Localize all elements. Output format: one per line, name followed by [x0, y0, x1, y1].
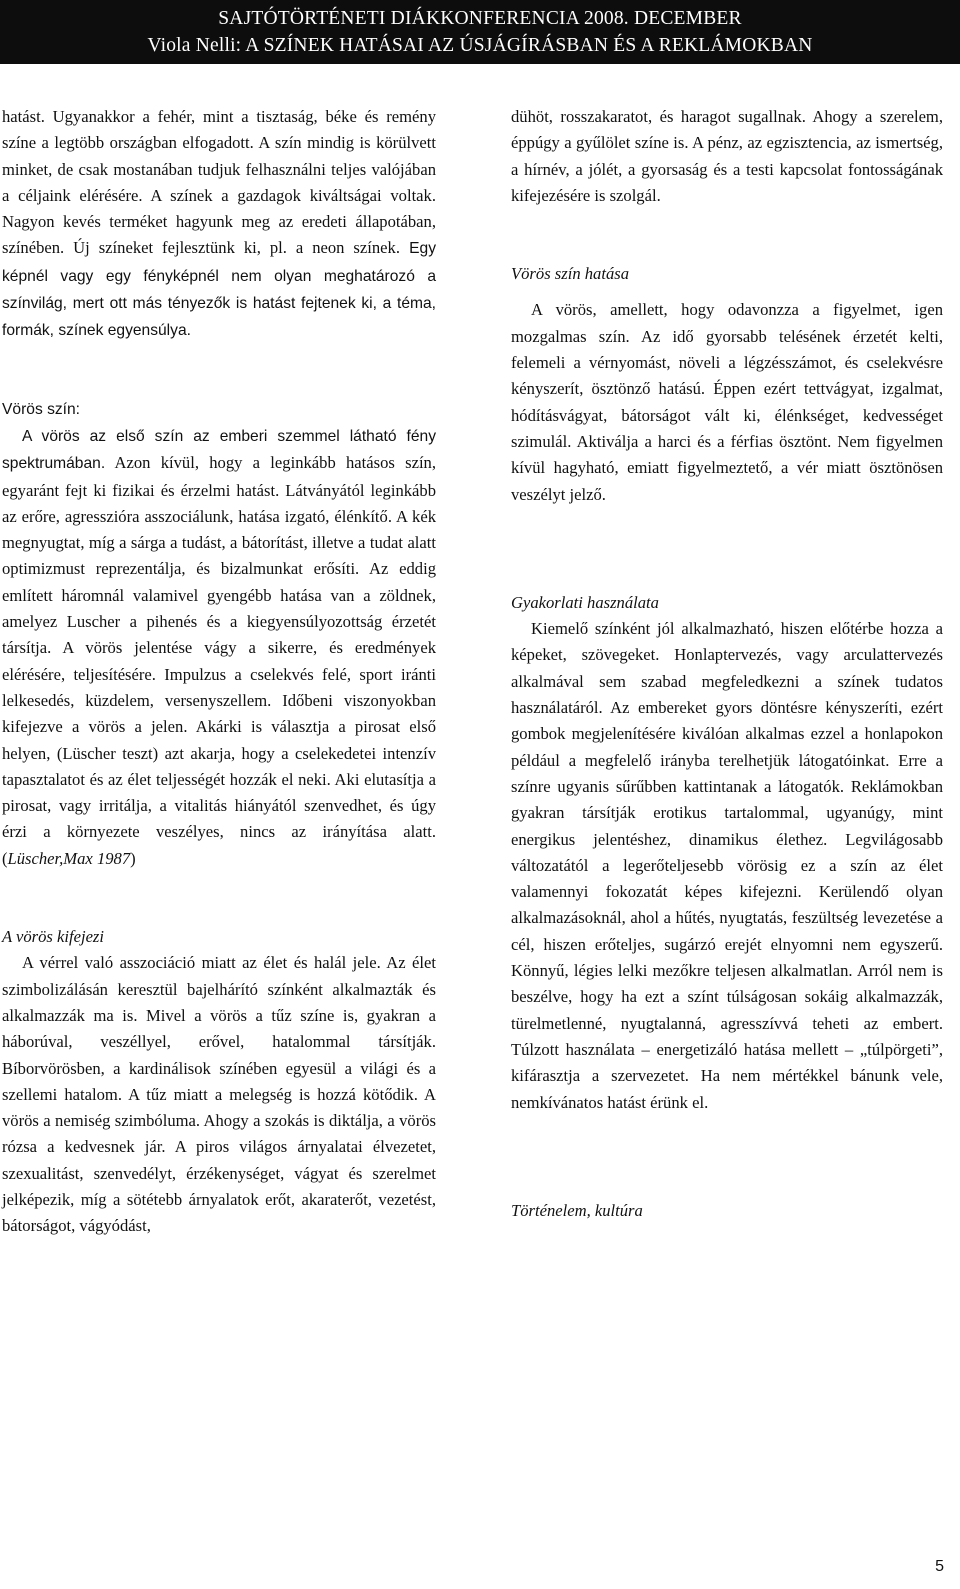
right-paragraph-gyakorlati: Kiemelő színként jól alkalmazható, hiszen előtérbe hozza a képeket, szövegeket. Honlaptervezés, vagy arculattervezés alkalmával sem szabad megfeledkezni a színek tudatos használatáról. Az embereket gyors döntésre kényszeríti, ezért gombok megjelenítésére kiválóan alkalmas ezzel a honlapokon például a megfelelő irányba terelhetjük látogatóinkat. Erre a színre ugyanis sűrűbben kattintanak a látogatók. Reklámokban gyakran társítják erotikus tartalommal, ugyanúgy, mint energikus jelentéshez, dinamikus élethez. Legvilágosabb változatától a legerőteljesebb vörösig ez a szín az élet valamennyi fokozatát képes kifejezni. Kerülendő olyan alkalmazásoknál, ahol a hűtés, nyugtatás, feszültség levezetése a cél, hiszen erőteljes, sugárzó erejét elnyomni nem egyszerű. Könnyű, légies lelki mezőkre teljesen alkalmatlan. Arról nem is beszélve, hogy ha ezt a színt túlságosan sokáig alkalmazzák, türelmetlenné, nyugtalanná, agresszívvá teheti az embert. Túlzott használata – energetizáló hatása mellett – „túlpörgeti”, kifárasztja a szervezetet. Ha nem mértékkel bánunk vele, nemkívánatos hatást érünk el. [511, 619, 943, 1112]
right-paragraph-continuation: dühöt, rosszakaratot, és haragot sugallnak. Ahogy a szerelem, éppúgy a gyűlölet színe is. A pénz, az egzisztencia, az ismertség, a hírnév, a jólét, a gyorsaság és a testi kapcsolat fontosságának kifejezésére is szolgál. [511, 107, 943, 205]
spacer [2, 872, 436, 924]
spacer [2, 345, 436, 397]
citation: Lüscher,Max 1987 [7, 848, 131, 868]
heading-voros-szin: Vörös szín: [2, 400, 80, 418]
heading-voros-kifejezi: A vörös kifejezi [2, 927, 105, 947]
right-column [511, 104, 943, 1224]
spacer [511, 1116, 943, 1168]
spacer [511, 287, 943, 297]
spacer [511, 508, 943, 560]
header-article-title: Viola Nelli: A SZÍNEK HATÁSAI AZ ÚSJÁGÍRÁSBAN ÉS A REKLÁMOKBAN [147, 35, 813, 56]
heading-gyakorlati-hasznalata: Gyakorlati használata [511, 592, 659, 612]
spacer [511, 560, 943, 590]
voros-intro-sans: A vörös az első szín az emberi szemmel látható fény spektrumában. [2, 427, 436, 473]
spacer [511, 209, 943, 261]
header-conference-title: SAJTÓTÖRTÉNETI DIÁKKONFERENCIA 2008. DECEMBER [218, 8, 742, 29]
citation-close: ) [130, 848, 136, 868]
right-paragraph-hatasa: A vörös, amellett, hogy odavonzza a figyelmet, igen mozgalmas szín. Az idő gyorsabb telésének érzetét kelti, felemeli a vérnyomást, növeli a légzésszámot, és cselekvésre kényszerít, ösztönző hatású. Éppen ezért tettvágyat, izgalmat, hódításvágyat, bátorságot vált ki, élénkséget, kedvességet szimulál. Aktiválja a harci és a férfias ösztönt. Nem figyelmen kívül hagyható, emiatt figyelmeztető, a vér miatt ösztönösen veszélyt jelző. [511, 300, 943, 504]
left-column [2, 104, 436, 1240]
intro-text-sans: Egy képnél vagy egy fényképnél nem olyan meghatározó a színvilág, mert ott más tényezők is hatást fejtenek ki, a téma, formák, színek egyensúlya. [2, 240, 436, 340]
intro-text: hatást. Ugyanakkor a fehér, mint a tisztaság, béke és remény színe a legtöbb országban elfogadott. A szín mindig is körülvett minket, de csak mostanában tudjuk felhasználni teljes valójában a céljaink elérésére. A színek a gazdagok kiváltságai voltak. Nagyon kevés terméket hagyunk meg az eredeti állapotában, színében. Új színeket fejlesztünk ki, pl. a neon színek. [2, 107, 436, 258]
running-header [0, 0, 960, 64]
heading-tortenelem-kultura: Történelem, kultúra [511, 1200, 643, 1220]
left-paragraph-kifejezi: A vérrel való asszociáció miatt az élet és halál jele. Az élet szimbolizálásán keresztül bajelhárító színként alkalmazták és alkalmazzák ma is. Mivel a vörös a tűz színe is, gyakran a háborúval, veszéllyel, erővel, hatalommal társítják. Bíborvörösben, a kardinálisok színében egyesül a világi és a szellemi hatalom. A tűz miatt a melegség is hozzá kötődik. A vörös a nemiség szimbóluma. Ahogy a szokás is diktálja, a vörös rózsa a kedvesnek jár. A piros világos árnyalatai élvezetet, szexualitást, szenvedélyt, érzékenységet, vágyat és szerelmet jelképezik, míg a sötétebb árnyalatok erőt, akaraterőt, vezetést, bátorságot, vágyódást, [2, 953, 436, 1236]
page-number: 5 [935, 1558, 944, 1575]
left-paragraph-voros [2, 423, 436, 872]
spacer [511, 1168, 943, 1198]
heading-voros-szin-hatasa: Vörös szín hatása [511, 264, 630, 284]
voros-body: Azon kívül, hogy a leginkább hatásos szín, egyaránt fejt ki fizikai és érzelmi hatást. Látványától leginkább az erőre, agresszióra asszociálunk, hatása izgató, élénkítő. A kék megnyugtat, míg a sárga a tudást, a bátorítást, illetve a tudat alatt optimizmust reprezentálja, és bizalmunkat erősíti. Az eddig említett háromnál valamivel gyengébb hatása van a zöldnek, amelyez Luscher a pihenés és a kiegyensúlyozottság érzetét társítja. A vörös jelentése vágy a sikerre, és eredmények elérésére, teljesítésére. Impulzus a cselekvés felé, sport iránti lelkesedés, küzdelem, versenyszellem. Időbeni viszonyokban kifejezve a vörös a jelen. Akárki is választja a pirosat első helyen, (Lüscher teszt) azt akarja, hogy a cselekedetei intenzív tapasztalatot és az élet teljességét hozzák el neki. Aki elutasítja a pirosat, vagy irritálja, a vitalitás hiányától szenvedhet, és úgy érzi a környezete veszélyes, nincs az irányítása alatt. ( [2, 453, 436, 868]
left-paragraph-intro [2, 104, 436, 345]
